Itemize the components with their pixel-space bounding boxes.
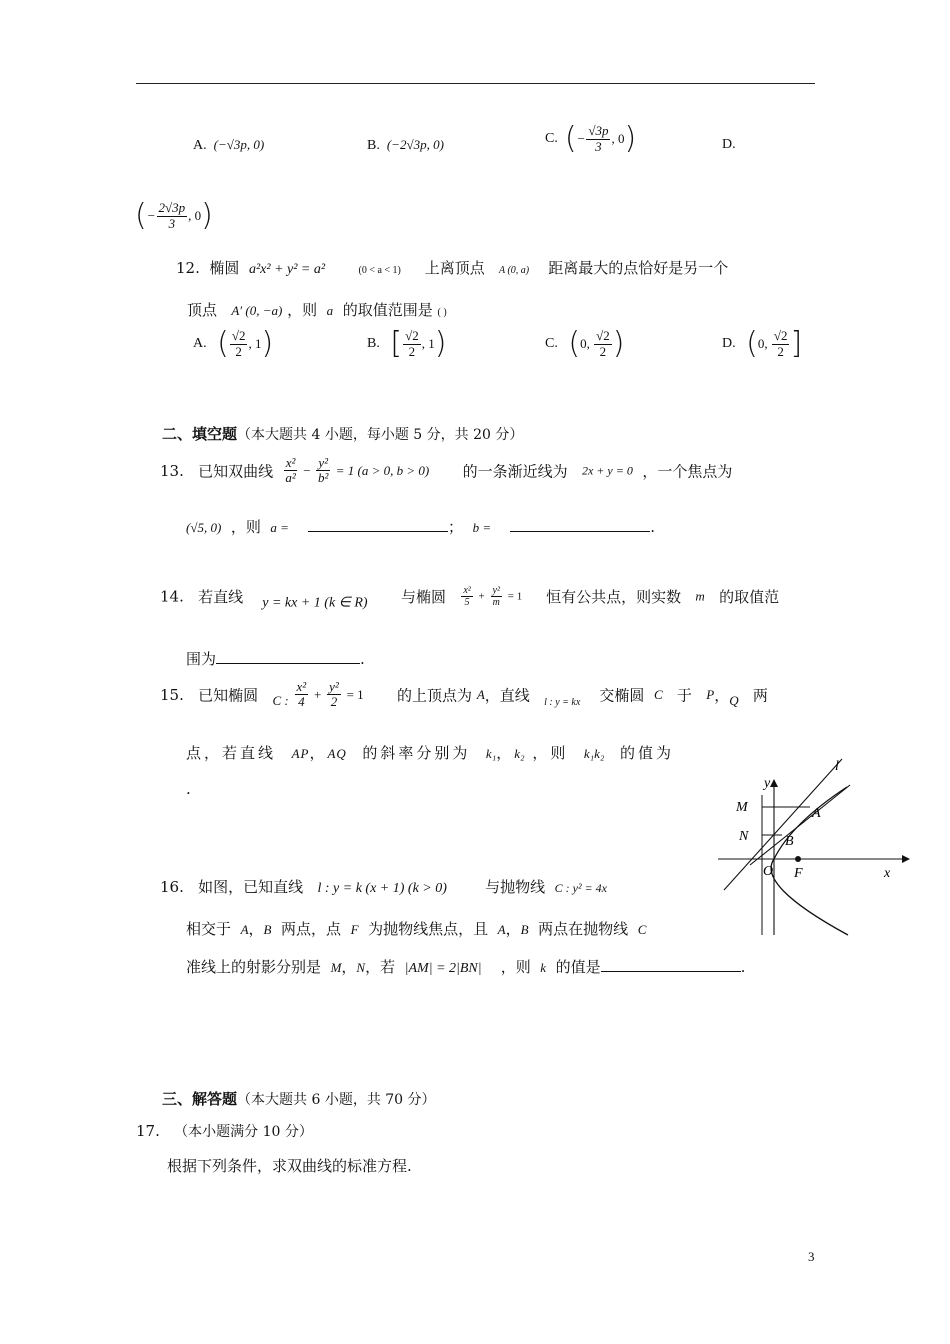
q12-option-a: A. ( $\frac{√2}{2}$ , 1) <box>193 326 274 361</box>
q11-option-d-label: D. <box>722 137 736 152</box>
figure-label-f: F <box>794 866 803 881</box>
figure-label-x: x <box>884 866 891 881</box>
figure-label-o: O <box>763 864 774 879</box>
header-rule <box>136 83 815 84</box>
q12-option-d: D. (0, $\frac{√2}{2}$ ] <box>722 326 803 361</box>
figure-focus-point <box>795 856 801 862</box>
q16-line1: 16. 如图，已知直线 l : y = k (x + 1) (k > 0) 与抛物线 C : y² = 4x <box>160 878 607 896</box>
figure-label-m: M <box>736 800 748 815</box>
q11-option-b: B. (−2√3p, 0) <box>367 137 444 153</box>
q11-option-c: C. (− $\frac{√3p}{3}$ , 0) <box>545 121 637 156</box>
q17-text: 根据下列条件，求双曲线的标准方程. <box>167 1157 412 1175</box>
section-2-heading: 二、填空题（本大题共 4 小题，每小题 5 分，共 20 分） <box>162 425 524 443</box>
q14-answer-blank[interactable] <box>216 649 360 664</box>
q13-line2: (√5, 0) ，则 a = ； b = . <box>186 518 655 536</box>
q13-answer-a-blank[interactable] <box>308 517 448 532</box>
q13-line1: 13. 已知双曲线 $\frac{\text{x²}}{\text{a²}}$ − $\frac{\text{y²}}{\text{b²}}$ = 1 (a > 0, b > 0) 的一条渐近线为 2x + y = 0 ，一个焦点为 <box>160 455 733 486</box>
q17-header: 17. （本小题满分 10 分） <box>136 1122 313 1140</box>
figure-parabola <box>771 787 848 935</box>
q11-option-a: A. (−√3p, 0) <box>193 137 265 153</box>
q14-line2: 围为 . <box>186 650 365 668</box>
figure-x-arrow <box>902 855 910 863</box>
q15-line1: 15. 已知椭圆 C : $\frac{\text{x²}}{4}$ + $\frac{\text{y²}}{2}$ = 1 的上顶点为 A，直线 $_{l : y = kx}$ 交椭圆 C 于 P，Q 两 <box>160 679 768 710</box>
q12-option-c: C. (0, $\frac{√2}{2}$ ) <box>545 326 625 361</box>
q12-line1: 12. 椭圆 a²x² + y² = a² (0 < a < 1) 上离顶点 A (0, a) 距离最大的点恰好是另一个 <box>176 259 729 277</box>
q13-answer-b-blank[interactable] <box>510 517 650 532</box>
figure-label-l: l <box>835 759 839 774</box>
figure-y-arrow <box>770 779 778 787</box>
parabola-figure <box>710 755 910 940</box>
q15-line2: 点，若直线 AP，AQ 的斜率分别为 k₁，k₂ ，则 k₁k₂ 的值为 <box>186 744 675 762</box>
q11-option-d-expr: (− $\frac{2√3p}{3}$ , 0) <box>135 198 213 233</box>
q16-line3: 准线上的射影分别是 M，N，若 |AM| = 2|BN| ，则 k 的值是 . <box>186 958 746 976</box>
figure-label-b: B <box>785 834 794 849</box>
figure-label-y: y <box>764 776 771 791</box>
section-3-heading: 三、解答题（本大题共 6 小题，共 70 分） <box>162 1090 436 1108</box>
q16-line2: 相交于 A，B 两点，点 F 为抛物线焦点，且 A，B 两点在抛物线 C <box>186 920 647 938</box>
q12-line2: 顶点 A′ (0, −a) ，则 a 的取值范围是 ( ) <box>187 301 447 319</box>
figure-label-a: A <box>812 806 821 821</box>
q16-answer-blank[interactable] <box>601 957 741 972</box>
q14-line1: 14. 若直线 y = kx + 1 (k ∈ R) 与椭圆 $\frac{\text{x²}}{5}$ + $\frac{\text{y²}}{m}$ = 1 恒有公共点，则实数 m 的取值范 <box>160 585 780 611</box>
figure-line-l <box>724 759 842 890</box>
page-number: 3 <box>808 1249 815 1264</box>
figure-line-l2 <box>750 785 850 865</box>
q12-option-b: B. [ $\frac{√2}{2}$ , 1) <box>367 326 447 361</box>
figure-label-n: N <box>739 829 749 844</box>
q15-end: . <box>186 780 191 798</box>
